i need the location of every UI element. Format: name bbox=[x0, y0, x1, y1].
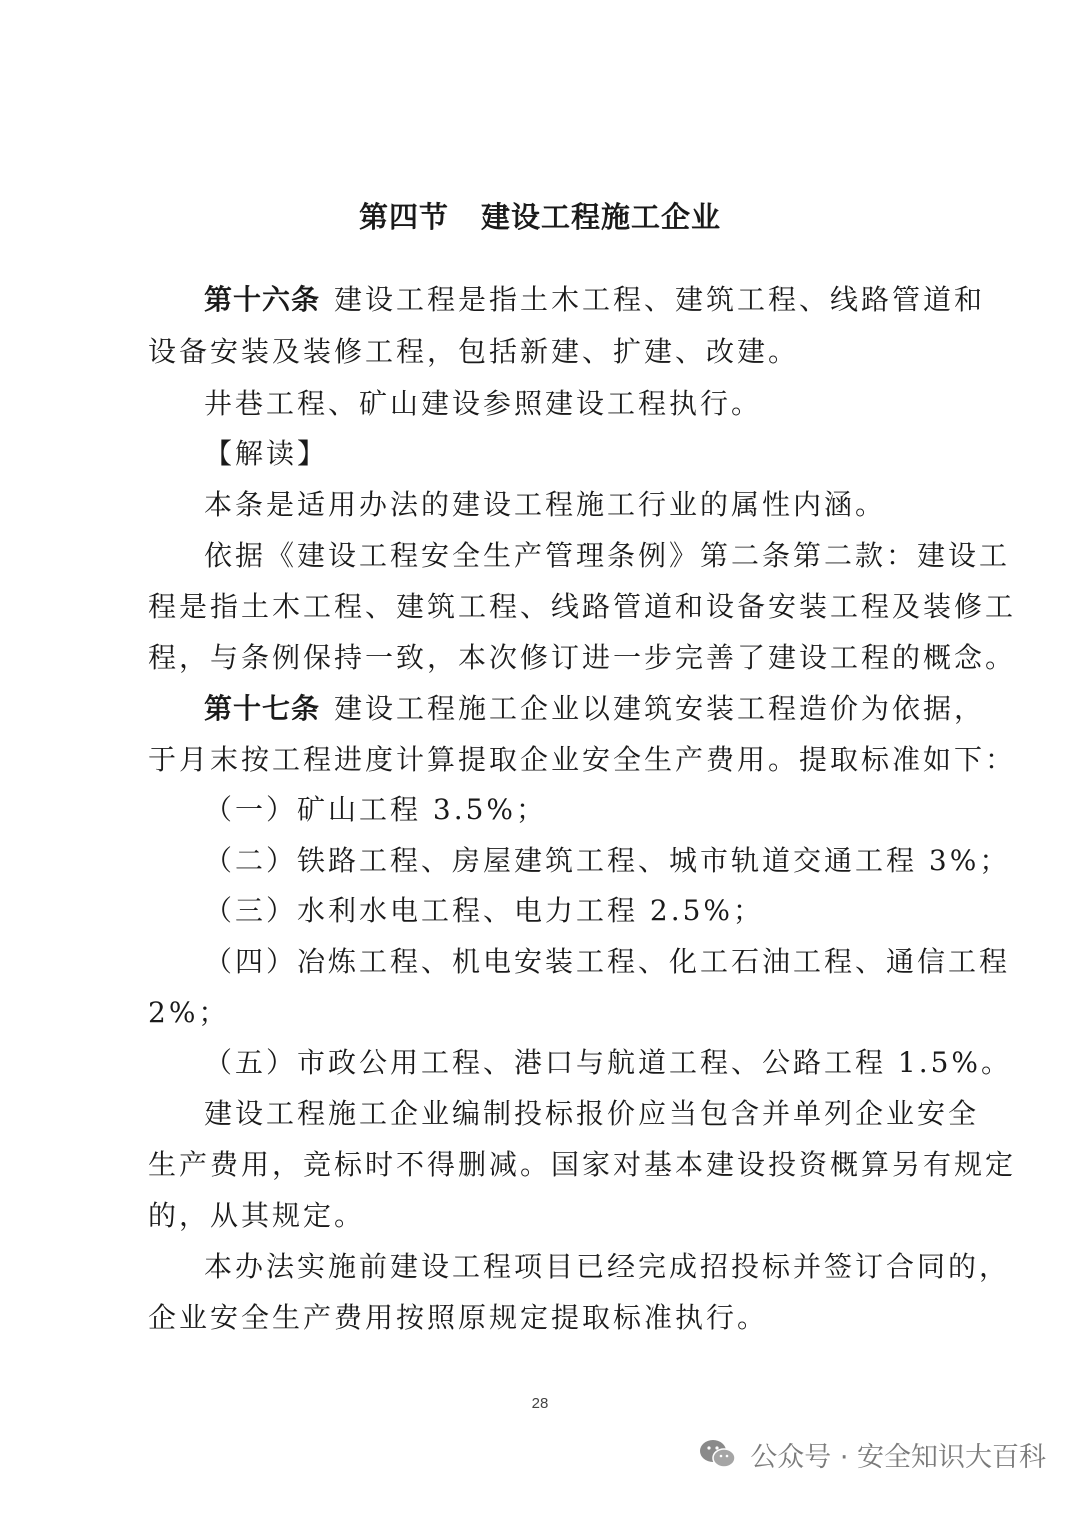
article-17-p2-line-3: 的，从其规定。 bbox=[148, 1199, 366, 1232]
article-17-item-2: （二）铁路工程、房屋建筑工程、城市轨道交通工程 3%； bbox=[204, 844, 1011, 877]
article-17-number: 第十七条 bbox=[204, 692, 321, 725]
article-16-line-2: 设备安装及装修工程，包括新建、扩建、改建。 bbox=[148, 335, 800, 368]
article-16-line-3: 井巷工程、矿山建设参照建设工程执行。 bbox=[204, 387, 763, 420]
article-16-text-1: 建设工程是指土木工程、建筑工程、线路管道和 bbox=[334, 283, 986, 316]
article-17-line-2: 于月末按工程进度计算提取企业安全生产费用。提取标准如下： bbox=[148, 743, 1017, 776]
interpretation-p2-line-1: 依据《建设工程安全生产管理条例》第二条第二款：建设工 bbox=[204, 539, 1011, 572]
article-17-item-4-line-2: 2%； bbox=[148, 996, 230, 1029]
section-name: 建设工程施工企业 bbox=[481, 200, 722, 234]
interpretation-p1: 本条是适用办法的建设工程施工行业的属性内涵。 bbox=[204, 488, 887, 521]
interpretation-p2-line-3: 程，与条例保持一致，本次修订进一步完善了建设工程的概念。 bbox=[148, 641, 1017, 674]
page-number: 28 bbox=[531, 1395, 549, 1412]
section-prefix: 第四节 bbox=[358, 200, 449, 234]
article-17-p2-line-2: 生产费用，竞标时不得删减。国家对基本建设投资概算另有规定 bbox=[148, 1148, 1017, 1181]
article-17-p2-line-1: 建设工程施工企业编制投标报价应当包含并单列企业安全 bbox=[204, 1097, 980, 1130]
article-17-p3-line-1: 本办法实施前建设工程项目已经完成招投标并签订合同的， bbox=[204, 1250, 1011, 1283]
interpretation-p2-line-2: 程是指土木工程、建筑工程、线路管道和设备安装工程及装修工 bbox=[148, 590, 1017, 623]
article-17-item-4-line-1: （四）冶炼工程、机电安装工程、化工石油工程、通信工程 bbox=[204, 945, 1011, 978]
article-16-number: 第十六条 bbox=[204, 283, 321, 316]
wechat-icon bbox=[698, 1437, 738, 1471]
article-16-line-1 bbox=[204, 280, 986, 320]
section-title bbox=[0, 195, 1080, 236]
watermark-text: 公众号 · 安全知识大百科 bbox=[750, 1441, 1046, 1473]
article-17-text-1: 建设工程施工企业以建筑安装工程造价为依据， bbox=[334, 692, 986, 725]
article-17-item-1: （一）矿山工程 3.5%； bbox=[204, 793, 548, 826]
interpretation-label: 【解读】 bbox=[204, 437, 329, 470]
article-17-item-5: （五）市政公用工程、港口与航道工程、公路工程 1.5%。 bbox=[204, 1046, 1013, 1079]
article-17-item-3: （三）水利水电工程、电力工程 2.5%； bbox=[204, 894, 765, 927]
article-17-line-1 bbox=[204, 689, 986, 729]
watermark bbox=[698, 1432, 1046, 1476]
article-17-p3-line-2: 企业安全生产费用按照原规定提取标准执行。 bbox=[148, 1301, 769, 1334]
